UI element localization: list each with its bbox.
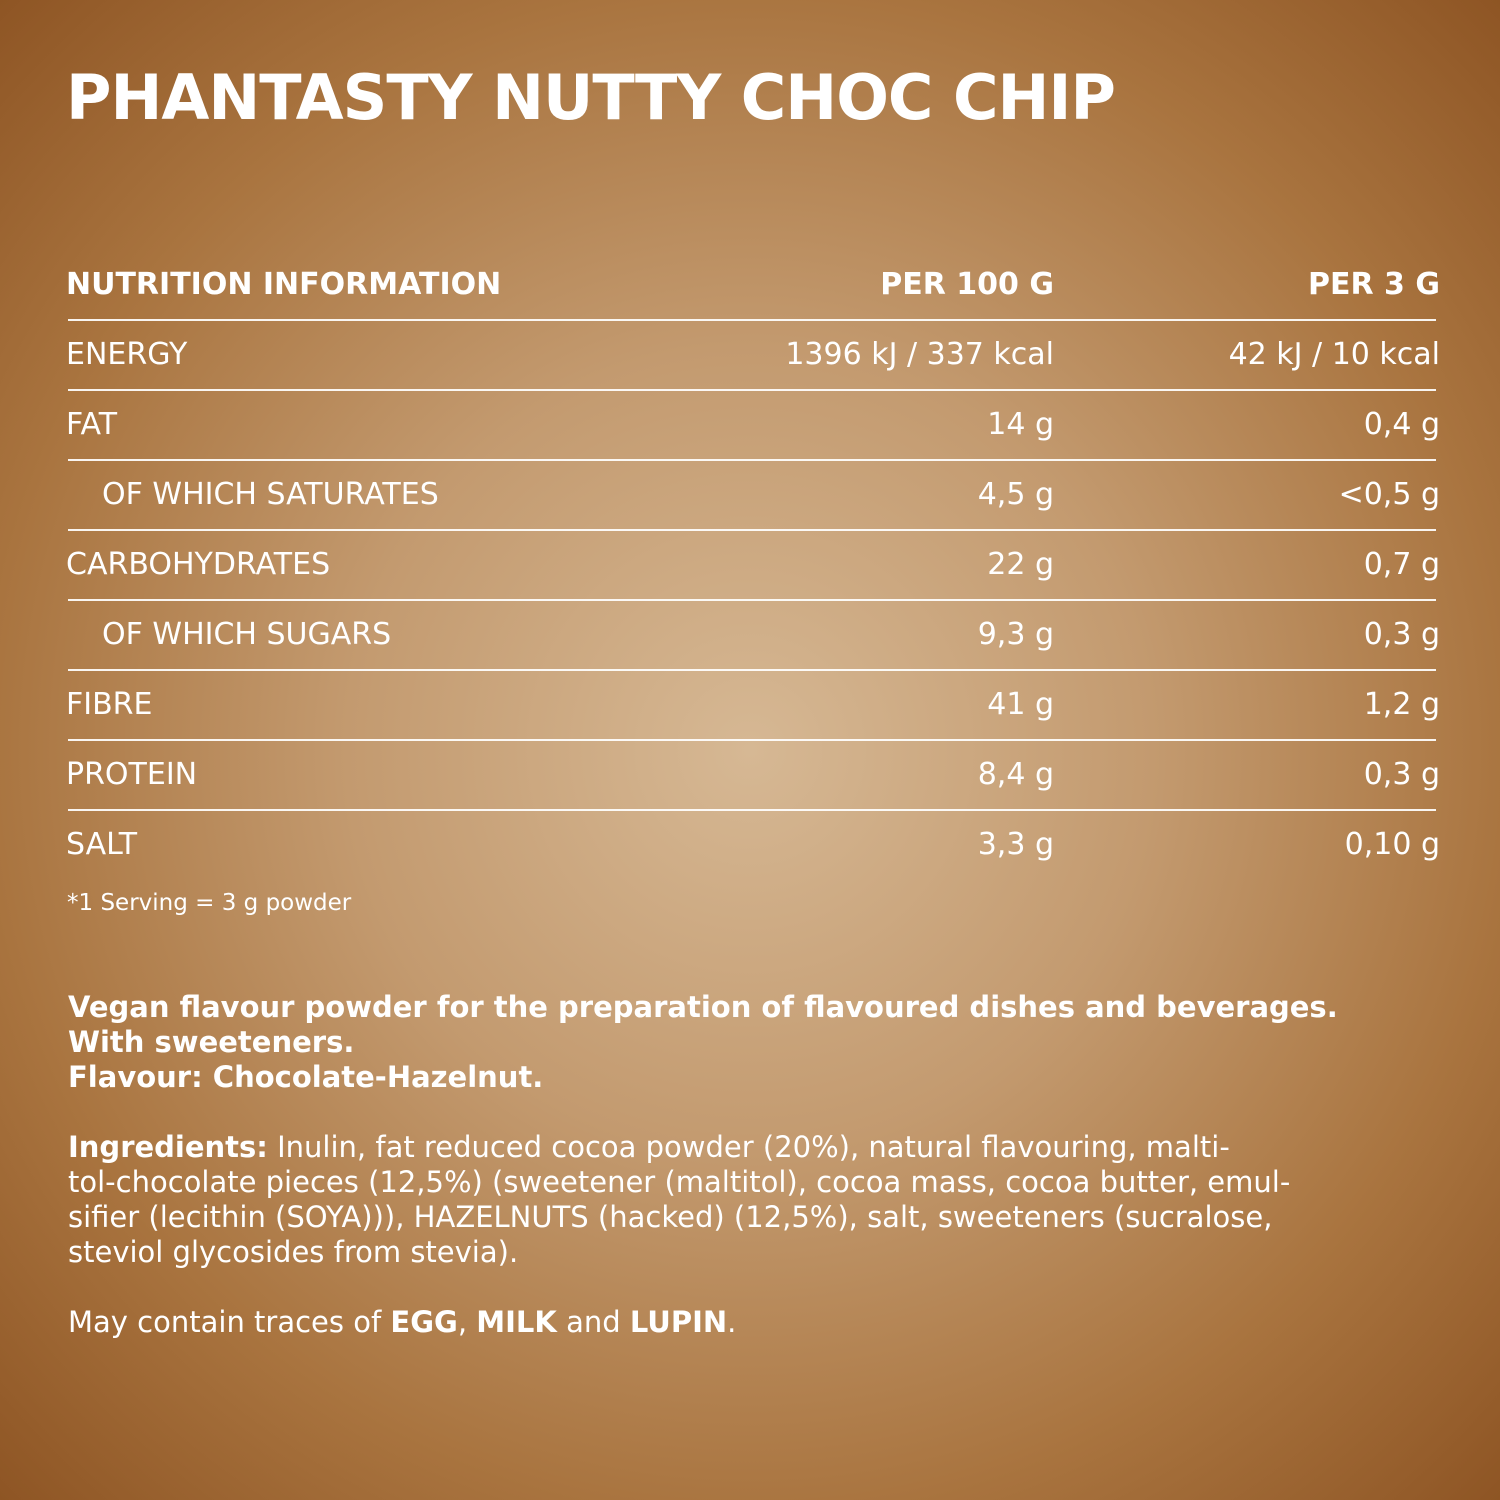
product-description [68,990,1448,1095]
ingredients-line: tol-chocolate pieces (12,5%) (sweetener (maltitol), cocoa mass, cocoa butter, emul- [68,1165,1291,1199]
nutrient-per100: 8,4 g [977,757,1054,792]
nutrient-label: FAT [66,407,118,442]
nutrient-per-serving: 0,10 g [1344,827,1440,862]
allergen-notice [68,1305,736,1340]
serving-footnote: *1 Serving = 3 g powder [67,890,352,916]
nutrition-row-protein [66,740,1440,810]
nutrient-label: OF WHICH SUGARS [102,617,392,652]
nutrition-row-sugars [66,600,1440,670]
nutrient-label: CARBOHYDRATES [66,547,331,582]
nutrient-per-serving: 42 kJ / 10 kcal [1228,337,1440,372]
header-per-serving: PER 3 G [1308,267,1440,302]
description-line: Vegan flavour powder for the preparation of flavoured dishes and beverages. [68,990,1338,1024]
nutrient-per100: 9,3 g [977,617,1054,652]
nutrient-per-serving: 1,2 g [1363,687,1440,722]
nutrient-per-serving: 0,3 g [1363,617,1440,652]
nutrient-per100: 1396 kJ / 337 kcal [785,337,1054,372]
nutrient-per100: 22 g [987,547,1054,582]
header-per100: PER 100 G [880,267,1054,302]
allergen-prefix: May contain traces of [68,1305,391,1339]
nutrient-label: SALT [66,827,138,862]
ingredients-line: sifier (lecithin (SOYA))), HAZELNUTS (hacked) (12,5%), salt, sweeteners (sucralose, [68,1200,1273,1234]
nutrient-label: FIBRE [66,687,153,722]
nutrition-row-salt [66,810,1440,880]
nutrition-row-energy [66,320,1440,390]
nutrition-row-carbohydrates [66,530,1440,600]
flavour-line: Flavour: Chocolate-Hazelnut. [68,1060,544,1094]
allergen-separator: and [556,1305,630,1339]
allergen-milk: MILK [476,1305,557,1339]
description-line: With sweeteners. [68,1025,355,1059]
nutrient-per100: 3,3 g [977,827,1054,862]
nutrition-row-saturates [66,460,1440,530]
nutrient-per-serving: <0,5 g [1338,477,1440,512]
nutrition-table [66,250,1440,880]
nutrient-per-serving: 0,3 g [1363,757,1440,792]
ingredients-line: Inulin, fat reduced cocoa powder (20%), natural flavouring, malti- [267,1130,1230,1164]
nutrient-label: ENERGY [66,337,188,372]
nutrition-row-fibre [66,670,1440,740]
ingredients-text [68,1130,1440,1270]
allergen-egg: EGG [390,1305,458,1339]
nutrient-per-serving: 0,4 g [1363,407,1440,442]
nutrition-row-fat [66,390,1440,460]
page-title: PHANTASTY NUTTY CHOC CHIP [66,61,1115,134]
allergen-lupin: LUPIN [629,1305,728,1339]
ingredients-line: steviol glycosides from stevia). [68,1235,519,1269]
nutrient-per100: 41 g [987,687,1054,722]
allergen-suffix: . [727,1305,737,1339]
ingredients-label: Ingredients: [68,1130,268,1164]
nutrient-per-serving: 0,7 g [1363,547,1440,582]
nutrition-header-row [66,250,1440,320]
nutrient-label: OF WHICH SATURATES [102,477,439,512]
allergen-separator: , [457,1305,477,1339]
nutrient-per100: 4,5 g [977,477,1054,512]
nutrient-label: PROTEIN [66,757,198,792]
nutrient-per100: 14 g [987,407,1054,442]
header-label: NUTRITION INFORMATION [66,267,502,302]
